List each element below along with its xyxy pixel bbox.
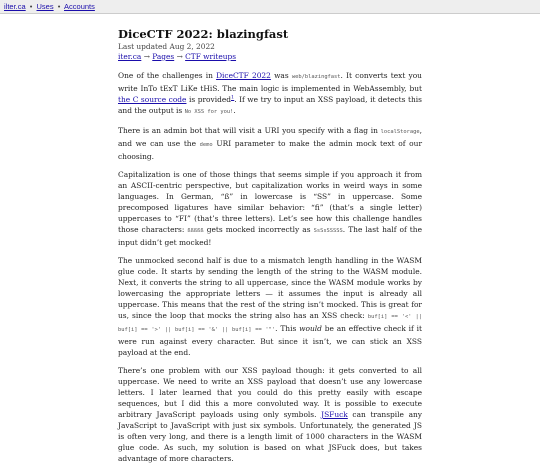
text: . It converts text you write InTo tExT LiKe tHiS. The main logic is implemented in WebAssembly, but (118, 71, 422, 93)
nav-separator: • (57, 2, 61, 11)
nav-site-link[interactable]: ilter.ca (4, 2, 26, 11)
text: . If we try to input an XSS payload, it detects this and the output is (118, 95, 422, 115)
paragraph-payload (118, 365, 422, 464)
emphasis: would (299, 324, 322, 333)
inline-code: demo (199, 142, 213, 148)
footnote-link[interactable]: 1 (231, 94, 235, 101)
breadcrumb (118, 52, 422, 62)
text: be an effective check if it were run against every character. But since it isn’t, we can stick an XSS payload at the end. (118, 324, 422, 357)
text: There’s one problem with our XSS payload though: it gets converted to all uppercase. We need to write an XSS payload that doesn’t use any lowercase letters. I later learned that you could do this pretty easily with escape sequences, but I did this a more convoluted way. It is possible to execute arbitrary JavaScript payloads using only symbols. (118, 366, 422, 419)
page-title: DiceCTF 2022: blazingfast (118, 27, 289, 41)
text: is provided (186, 95, 232, 104)
source-code-link[interactable]: the C source code (118, 95, 187, 104)
text: . (233, 106, 236, 115)
text: gets mocked incorrectly as (203, 225, 314, 234)
inline-code: No XSS for you! (184, 109, 234, 115)
breadcrumb-home-link[interactable]: iter.ca (118, 52, 142, 61)
nav-separator: • (29, 2, 33, 11)
article (118, 14, 422, 464)
inline-code: buf[i] == '<' || buf[i] == '>' || buf[i] == '&' || buf[i] == '"' (118, 314, 422, 333)
top-spacer (118, 18, 422, 26)
text: was (270, 71, 292, 80)
paragraph-intro (118, 70, 422, 118)
text: . This (275, 324, 300, 333)
inline-code: ßßßßß (187, 228, 204, 234)
text: can transpile any JavaScript to JavaScript with just six symbols. Unfortunately, the generated JS is often very long, and there is a length limit of 1000 characters in the WASM glue code. As such, my solution is based on what JSFuck does, but takes advantage of more characters. (118, 410, 422, 463)
header-spacer (118, 62, 422, 70)
last-updated: Last updated Aug 2, 2022 (118, 42, 215, 51)
nav-uses-link[interactable]: Uses (36, 2, 54, 11)
text: URI parameter to make the admin mock text of our choosing. (118, 139, 422, 161)
inline-code: SsSsSSSSS (313, 228, 343, 234)
text: There is an admin bot that will visit a URI you specify with a flag in (118, 126, 381, 135)
breadcrumb-arrow: → (176, 52, 183, 61)
text: , and we can use the (118, 126, 422, 148)
paragraph-capitalization (118, 169, 422, 248)
text: Capitalization is one of those things that seems simple if you approach it from an ASCII-centric perspective, but capitalization works in weird ways in some languages. In German, “ß” in lowercase is “SS” in uppercase. Some precomposed ligatures have similar behavior: “ﬁ” (that’s a single letter) uppercases to “FI” (that’s three letters). Let’s see how this challenge handles those characters: (118, 170, 422, 234)
top-nav-bar (0, 0, 540, 14)
breadcrumb-arrow: → (143, 52, 150, 61)
text: . The last half of the input didn’t get mocked! (118, 225, 422, 247)
dicectf-link[interactable]: DiceCTF 2022 (216, 71, 271, 80)
paragraph-unmocked (118, 255, 422, 358)
text: The unmocked second half is due to a mismatch length handling in the WASM glue code. It starts by sending the length of the string to the WASM module. Next, it converts the string to all uppercase, since the WASM module works by lowercasing the appropriate letters — it assumes the input is already all uppercase. This means that the rest of the string isn’t mocked. This is great for us, since the loop that mocks the string also has an XSS check: (118, 256, 422, 320)
text: One of the challenges in (118, 71, 217, 80)
nav-accounts-link[interactable]: Accounts (64, 2, 95, 11)
jsfuck-link[interactable]: JSFuck (321, 410, 348, 419)
breadcrumb-pages-link[interactable]: Pages (152, 52, 175, 61)
inline-code: localStorage (380, 129, 420, 135)
inline-code: web/blazingfast (291, 74, 341, 80)
breadcrumb-ctf-writeups-link[interactable]: CTF writeups (185, 52, 237, 61)
paragraph-admin-bot (118, 125, 422, 162)
